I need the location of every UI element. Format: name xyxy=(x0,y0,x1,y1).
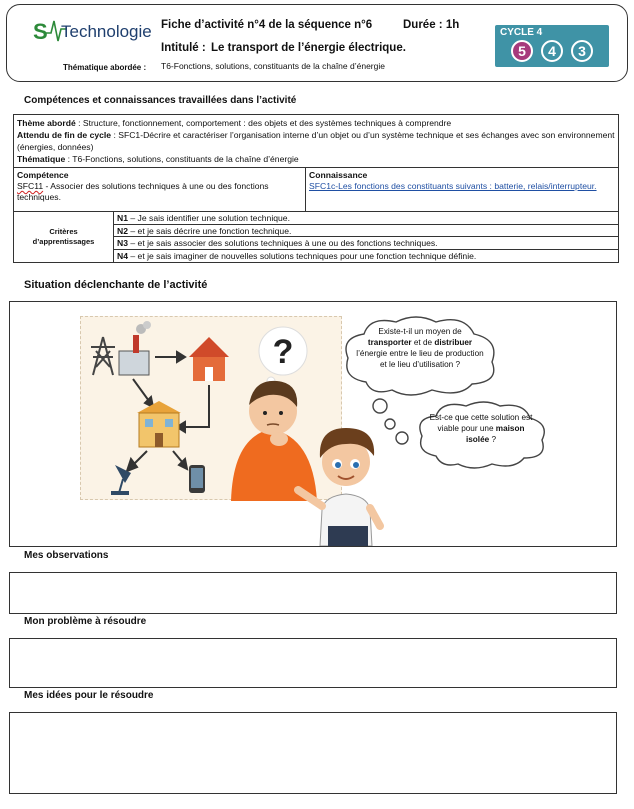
cloud-1-text xyxy=(356,326,484,370)
question-mark: ? xyxy=(272,333,294,371)
arrow-icon xyxy=(133,379,153,407)
attendu-label: Attendu de fin de cycle xyxy=(17,130,112,140)
cycle-badge xyxy=(495,25,609,67)
criteres-label xyxy=(14,212,114,262)
intitule-label: Intitulé : xyxy=(161,42,206,54)
building-icon xyxy=(137,401,181,447)
critere-item xyxy=(114,250,618,263)
cloud-1-bold-transporter: transporter xyxy=(367,338,412,347)
criteres-list xyxy=(114,212,618,262)
situation-heading: Situation déclenchante de l’activité xyxy=(24,279,208,291)
logo-text: Technologie xyxy=(61,22,152,41)
thematique-table-value: : T6-Fonctions, solutions, constituants de la chaîne d’énergie xyxy=(65,154,299,164)
intitule-value: Le transport de l’énergie électrique. xyxy=(211,42,406,54)
critere-code: N4 xyxy=(117,250,128,261)
cloud-2-bold-maison-isolee: maison isolée xyxy=(465,424,525,444)
competence-value: - Associer des solutions techniques à une ou des fonctions techniques. xyxy=(17,181,269,202)
critere-text: – et je sais imaginer de nouvelles solutions techniques pour une fonction technique définie. xyxy=(128,250,477,261)
critere-code: N1 xyxy=(117,213,128,223)
thematique-table-label: Thématique xyxy=(17,154,66,164)
probleme-input-box[interactable] xyxy=(9,638,617,688)
duration: Durée : 1h xyxy=(403,19,460,31)
competence-cell xyxy=(14,168,306,211)
cycle-level-5: 5 xyxy=(511,40,533,62)
logo xyxy=(33,13,153,53)
house-icon xyxy=(189,337,229,381)
criteres-row xyxy=(14,212,618,262)
connaissance-label: Connaissance xyxy=(309,170,368,180)
logo-s: S xyxy=(33,19,48,44)
critere-text: – et je sais décrire une fonction technique. xyxy=(128,225,292,236)
arrow-icon xyxy=(177,385,209,432)
criteres-label-1: Critères xyxy=(49,227,78,236)
factory-icon xyxy=(119,321,151,375)
critere-item xyxy=(114,212,618,225)
competences-heading: Compétences et connaissances travaillées dans l’activité xyxy=(24,95,297,106)
critere-text: – Je sais identifier une solution technique. xyxy=(128,213,290,223)
critere-item xyxy=(114,225,618,238)
cycle-level-4: 4 xyxy=(541,40,563,62)
criteres-label-2: d’apprentissages xyxy=(32,237,95,246)
cloud-2-text xyxy=(428,412,534,445)
critere-item xyxy=(114,237,618,250)
critere-code: N2 xyxy=(117,225,128,236)
arrow-icon xyxy=(127,451,187,471)
smartphone-icon xyxy=(189,465,205,493)
probleme-heading: Mon problème à résoudre xyxy=(24,616,147,627)
thematique-value: T6-Fonctions, solutions, constituants de la chaîne d’énergie xyxy=(161,61,385,71)
critere-text: – et je sais associer des solutions techniques à une ou des fonctions techniques. xyxy=(128,238,438,248)
cloud-2-part1: Est-ce que cette solution est viable pour une xyxy=(429,413,533,433)
competence-label: Compétence xyxy=(17,170,69,180)
competence-code: SFC11 xyxy=(17,181,44,191)
thematique-label: Thématique abordée : xyxy=(63,63,147,72)
cloud-1-bold-distribuer: distribuer xyxy=(434,338,473,347)
connaissance-cell xyxy=(306,168,618,211)
competence-row xyxy=(14,168,618,212)
competences-table xyxy=(13,114,619,263)
idees-input-box[interactable] xyxy=(9,712,617,794)
critere-code: N3 xyxy=(117,238,128,248)
idees-heading: Mes idées pour le résoudre xyxy=(24,690,154,701)
cloud-1-part3: l’énergie entre le lieu de production et le lieu d’utilisation ? xyxy=(356,349,484,369)
observations-heading: Mes observations xyxy=(24,550,109,561)
connaissance-link[interactable]: SFC1c-Les fonctions des constituants suivants : batterie, relais/interrupteur. xyxy=(309,181,597,191)
cloud-1-part1: Existe-t-il un moyen de xyxy=(378,327,462,336)
observations-input-box[interactable] xyxy=(9,572,617,614)
cycle-label: CYCLE 4 xyxy=(500,27,543,38)
cloud-1-part2: et de xyxy=(411,338,435,347)
cartoon-boy-icon xyxy=(294,414,394,546)
cycle-level-3: 3 xyxy=(571,40,593,62)
theme-value: : Structure, fonctionnement, comportement : des objets et des systèmes techniques à comprendre xyxy=(75,118,452,128)
cloud-2-part2: ? xyxy=(489,435,497,444)
situation-box xyxy=(9,301,617,547)
pylon-icon xyxy=(91,337,115,375)
header-frame xyxy=(6,4,628,82)
arrow-icon xyxy=(155,352,185,362)
theme-label: Thème abordé xyxy=(17,118,76,128)
theme-row xyxy=(14,115,618,168)
question-bubble-icon xyxy=(259,327,307,385)
sheet-title: Fiche d’activité n°4 de la séquence n°6 xyxy=(161,19,373,31)
attendu-value: : SFC1-Décrire et caractériser l’organisation interne d’un objet ou d’un système technique et ses échanges avec son environnement (énergies, données) xyxy=(17,130,615,152)
